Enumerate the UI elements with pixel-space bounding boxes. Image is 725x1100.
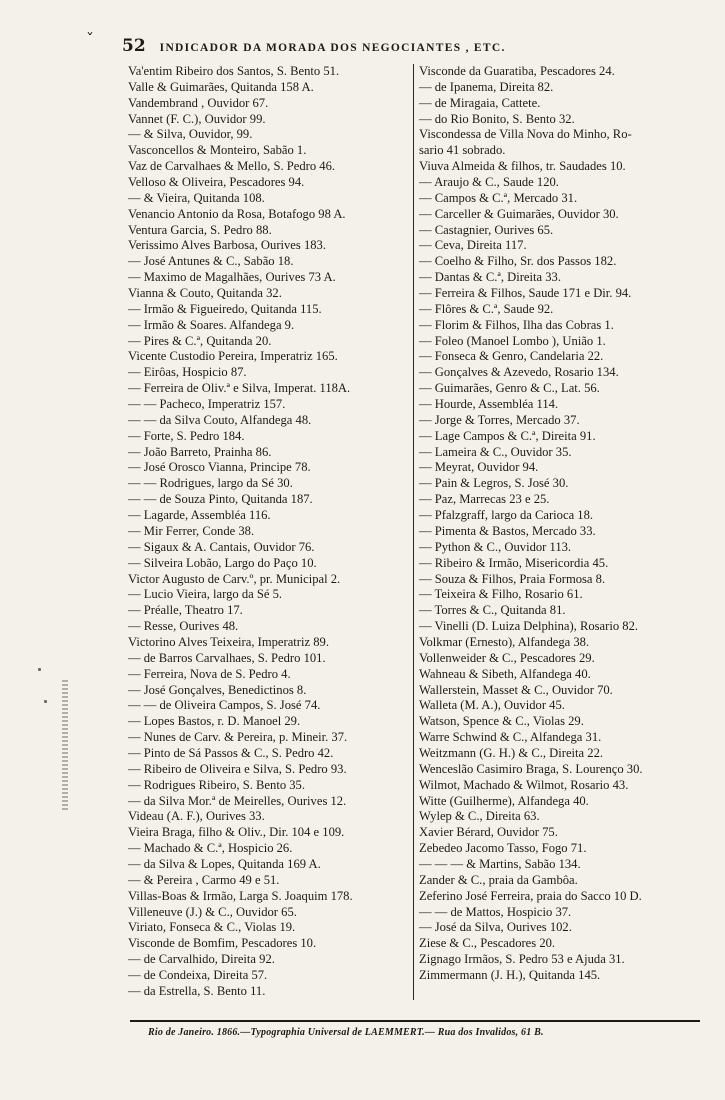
directory-entry: Vaz de Carvalhaes & Mello, S. Pedro 46. (128, 159, 336, 174)
directory-entry: Viriato, Fonseca & C., Violas 19. (128, 920, 296, 935)
directory-entry: Wylep & C., Direita 63. (419, 809, 540, 824)
directory-entry: Victorino Alves Teixeira, Imperatriz 89. (128, 634, 329, 649)
directory-entry: Viuva Almeida & filhos, tr. Saudades 10. (419, 159, 626, 174)
directory-entry: — José da Silva, Ourives 102. (419, 920, 572, 935)
directory-entry: Wallerstein, Masset & C., Ouvidor 70. (419, 682, 613, 697)
directory-entry: Zignago Irmãos, S. Pedro 53 e Ajuda 31. (419, 952, 625, 967)
directory-entry: — — Pacheco, Imperatriz 157. (128, 397, 286, 412)
directory-entry: Velloso & Oliveira, Pescadores 94. (128, 175, 305, 190)
directory-entry: — Gonçalves & Azevedo, Rosario 134. (419, 365, 619, 380)
directory-entry: — Maximo de Magalhães, Ourives 73 A. (128, 270, 336, 285)
gutter-mark: ˇ (86, 30, 94, 49)
printer-imprint: Rio de Janeiro. 1866.—Typographia Universal de LAEMMERT.— Rua dos Invalidos, 61 B. (148, 1027, 544, 1038)
directory-entry: Visconde de Bomfim, Pescadores 10. (128, 936, 317, 951)
directory-entry: — da Silva & Lopes, Quitanda 169 A. (128, 856, 321, 871)
directory-entry: — Ferreira de Oliv.ª e Silva, Imperat. 118A. (128, 381, 351, 396)
directory-entry: — Paz, Marrecas 23 e 25. (419, 492, 550, 507)
directory-entry: — Lucio Vieira, largo da Sé 5. (128, 587, 283, 602)
directory-entry: — Sigaux & A. Cantais, Ouvidor 76. (128, 539, 315, 554)
left-column (128, 64, 413, 1000)
directory-entry: Xavier Bérard, Ouvidor 75. (419, 825, 558, 840)
directory-entry: Videau (A. F.), Ourives 33. (128, 809, 265, 824)
directory-entry: — Carceller & Guimarães, Ouvidor 30. (419, 206, 619, 221)
directory-entry: Viscondessa de Villa Nova do Minho, Ro- (419, 127, 632, 142)
directory-entry: — Pires & C.ª, Quitanda 20. (128, 333, 272, 348)
directory-entry: — de Condeixa, Direita 57. (128, 967, 268, 982)
directory-entry: sario 41 sobrado. (419, 143, 506, 158)
directory-entry: — Irmão & Figueiredo, Quitanda 115. (128, 301, 322, 316)
directory-entry: Volkmar (Ernesto), Alfandega 38. (419, 634, 590, 649)
directory-entry: Visconde da Guaratiba, Pescadores 24. (419, 64, 615, 78)
margin-speck (44, 700, 47, 703)
directory-entry: — Lopes Bastos, r. D. Manoel 29. (128, 714, 301, 729)
directory-entry: — Coelho & Filho, Sr. dos Passos 182. (419, 254, 617, 269)
directory-entry: — de Ipanema, Direita 82. (419, 79, 554, 94)
directory-entry: — Ribeiro de Oliveira e Silva, S. Pedro 93. (128, 761, 347, 776)
directory-entry: Witte (Guilherme), Alfandega 40. (419, 793, 589, 808)
directory-entry: — Torres & C., Quitanda 81. (419, 603, 566, 618)
directory-entry: — Préalle, Theatro 17. (128, 603, 243, 618)
directory-entry: — Ceva, Direita 117. (419, 238, 527, 253)
directory-entry: — Foleo (Manoel Lombo ), União 1. (419, 333, 606, 348)
directory-entry: — Silveira Lobão, Largo do Paço 10. (128, 555, 317, 570)
directory-entry: — Lagarde, Assembléa 116. (128, 508, 271, 523)
directory-entry: Wilmot, Machado & Wilmot, Rosario 43. (419, 777, 629, 792)
directory-entry: — Eirôas, Hospicio 87. (128, 365, 247, 380)
directory-entry: — de Miragaia, Cattete. (419, 95, 541, 110)
directory-entry: Zebedeo Jacomo Tasso, Fogo 71. (419, 841, 587, 856)
directory-entry: — Vinelli (D. Luiza Delphina), Rosario 82. (419, 619, 639, 634)
directory-entry: — — Rodrigues, largo da Sé 30. (128, 476, 293, 491)
directory-entry: — Florim & Filhos, Ilha das Cobras 1. (419, 317, 614, 332)
directory-entry: — & Silva, Ouvidor, 99. (128, 127, 253, 142)
directory-entry: — José Orosco Vianna, Principe 78. (128, 460, 311, 475)
page-header (122, 36, 705, 56)
directory-entry: — Machado & C.ª, Hospicio 26. (128, 841, 293, 856)
directory-entry: — Ferreira, Nova de S. Pedro 4. (128, 666, 291, 681)
directory-entry: — José Gonçalves, Benedictinos 8. (128, 682, 307, 697)
directory-entry: Verissimo Alves Barbosa, Ourives 183. (128, 238, 326, 253)
directory-entry: — — da Silva Couto, Alfandega 48. (128, 412, 312, 427)
directory-entry: — Hourde, Assembléa 114. (419, 397, 559, 412)
directory-entry: Zimmermann (J. H.), Quitanda 145. (419, 967, 601, 982)
directory-entry: Vollenweider & C., Pescadores 29. (419, 650, 595, 665)
directory-entry: Zeferino José Ferreira, praia do Sacco 10 D. (419, 888, 642, 903)
directory-entry: — Irmão & Soares. Alfandega 9. (128, 317, 295, 332)
directory-entry: — de Carvalhido, Direita 92. (128, 952, 275, 967)
directory-entry: — — — & Martins, Sabão 134. (419, 856, 581, 871)
directory-entry: — Guimarães, Genro & C., Lat. 56. (419, 381, 600, 396)
directory-entry: — Araujo & C., Saude 120. (419, 175, 559, 190)
directory-entry: — Ferreira & Filhos, Saude 171 e Dir. 94. (419, 286, 632, 301)
directory-entry: Valle & Guimarães, Quitanda 158 A. (128, 79, 314, 94)
directory-entry: Warre Schwind & C., Alfandega 31. (419, 730, 602, 745)
page-number: 52 (122, 36, 146, 56)
directory-entry: Villas-Boas & Irmão, Larga S. Joaquim 178. (128, 888, 353, 903)
directory-entry: — Rodrigues Ribeiro, S. Bento 35. (128, 777, 306, 792)
directory-entry: — Resse, Ourives 48. (128, 619, 239, 634)
directory-entry: — Pimenta & Bastos, Mercado 33. (419, 523, 596, 538)
directory-columns (128, 64, 708, 1000)
directory-entry: Vandembrand , Ouvidor 67. (128, 95, 269, 110)
directory-entry: Victor Augusto de Carv.º, pr. Municipal 2. (128, 571, 341, 586)
directory-entry: Watson, Spence & C., Violas 29. (419, 714, 584, 729)
directory-entry: Zander & C., praia da Gambôa. (419, 872, 578, 887)
directory-entry: — da Estrella, S. Bento 11. (128, 983, 266, 998)
running-title: INDICADOR DA MORADA DOS NEGOCIANTES , ETC. (159, 42, 506, 54)
directory-entry: — Teixeira & Filho, Rosario 61. (419, 587, 583, 602)
directory-entry: Va'entim Ribeiro dos Santos, S. Bento 51. (128, 64, 340, 78)
right-column (413, 64, 708, 1000)
directory-entry: — Campos & C.ª, Mercado 31. (419, 190, 578, 205)
directory-entry: — — de Souza Pinto, Quitanda 187. (128, 492, 313, 507)
directory-entry: — Castagnier, Ourives 65. (419, 222, 554, 237)
directory-entry: — João Barreto, Prainha 86. (128, 444, 272, 459)
directory-entry: — Pfalzgraff, largo da Carioca 18. (419, 508, 594, 523)
directory-entry: Venancio Antonio da Rosa, Botafogo 98 A. (128, 206, 346, 221)
directory-entry: — Pinto de Sá Passos & C., S. Pedro 42. (128, 745, 334, 760)
directory-entry: Vicente Custodio Pereira, Imperatriz 165. (128, 349, 338, 364)
directory-entry: — da Silva Mor.ª de Meirelles, Ourives 12. (128, 793, 347, 808)
directory-entry: — Lameira & C., Ouvidor 35. (419, 444, 572, 459)
directory-entry: Weitzmann (G. H.) & C., Direita 22. (419, 745, 604, 760)
directory-entry: — Pain & Legros, S. José 30. (419, 476, 569, 491)
directory-entry: — Dantas & C.ª, Direita 33. (419, 270, 561, 285)
footer-rule (130, 1020, 700, 1022)
directory-entry: — do Rio Bonito, S. Bento 32. (419, 111, 575, 126)
directory-entry: Ventura Garcia, S. Pedro 88. (128, 222, 272, 237)
directory-entry: — Jorge & Torres, Mercado 37. (419, 412, 580, 427)
directory-entry: Vianna & Couto, Quitanda 32. (128, 286, 282, 301)
directory-entry: Vasconcellos & Monteiro, Sabão 1. (128, 143, 307, 158)
directory-entry: — & Pereira , Carmo 49 e 51. (128, 872, 280, 887)
directory-entry: — Lage Campos & C.ª, Direita 91. (419, 428, 596, 443)
directory-entry: — — de Mattos, Hospicio 37. (419, 904, 572, 919)
directory-entry: Vannet (F. C.), Ouvidor 99. (128, 111, 266, 126)
directory-entry: Vieira Braga, filho & Oliv., Dir. 104 e 109. (128, 825, 345, 840)
directory-entry: — Souza & Filhos, Praia Formosa 8. (419, 571, 606, 586)
directory-entry: Walleta (M. A.), Ouvidor 45. (419, 698, 565, 713)
directory-entry: — José Antunes & C., Sabão 18. (128, 254, 294, 269)
directory-entry: — Forte, S. Pedro 184. (128, 428, 245, 443)
directory-entry: Villeneuve (J.) & C., Ouvidor 65. (128, 904, 297, 919)
margin-speck (38, 668, 41, 671)
margin-scan-artifact (62, 680, 68, 810)
directory-entry: Ziese & C., Pescadores 20. (419, 936, 556, 951)
directory-entry: — & Vieira, Quitanda 108. (128, 190, 265, 205)
directory-entry: — Flôres & C.ª, Saude 92. (419, 301, 554, 316)
directory-entry: — Ribeiro & Irmão, Misericordia 45. (419, 555, 609, 570)
directory-entry: Wenceslão Casimiro Braga, S. Lourenço 30. (419, 761, 643, 776)
directory-entry: Wahneau & Sibeth, Alfandega 40. (419, 666, 591, 681)
directory-entry: — Nunes de Carv. & Pereira, p. Mineir. 37. (128, 730, 348, 745)
directory-entry: — Meyrat, Ouvidor 94. (419, 460, 539, 475)
directory-entry: — Python & C., Ouvidor 113. (419, 539, 572, 554)
directory-entry: — — de Oliveira Campos, S. José 74. (128, 698, 321, 713)
directory-entry: — Fonseca & Genro, Candelaria 22. (419, 349, 604, 364)
directory-entry: — Mir Ferrer, Conde 38. (128, 523, 255, 538)
directory-entry: — de Barros Carvalhaes, S. Pedro 101. (128, 650, 326, 665)
